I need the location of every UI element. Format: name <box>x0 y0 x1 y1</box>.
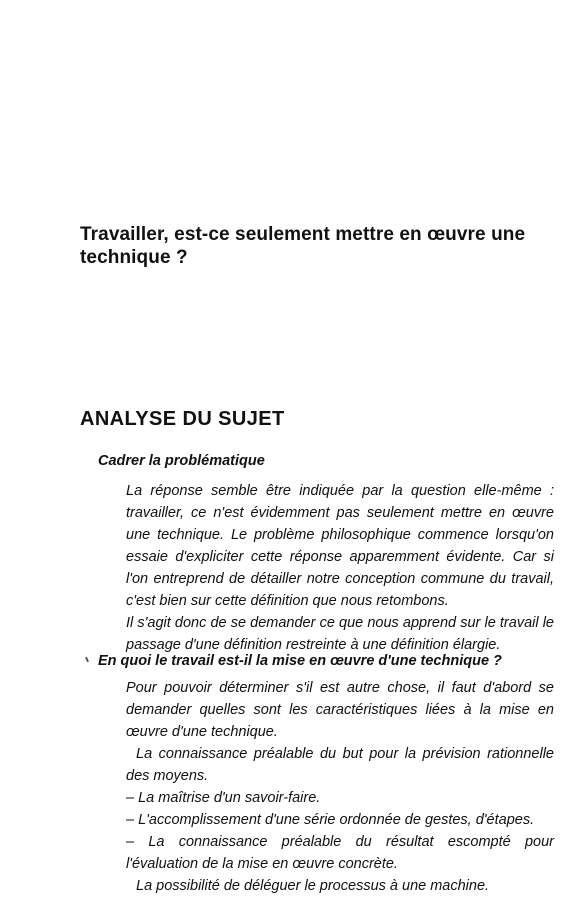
subsection-heading: Cadrer la problématique <box>98 453 265 469</box>
list-item: – La maîtrise d'un savoir-faire. <box>126 790 321 806</box>
ink-speck <box>85 657 89 662</box>
paragraph: Il s'agit donc de se demander ce que nous apprend sur le travail le passage d'une définition restreinte à une définition élargie. <box>126 615 554 653</box>
paragraph: Pour pouvoir déterminer s'il est autre chose, il faut d'abord se demander quelles sont les caractéristiques liées à la mise en œuvre d'une technique. <box>126 680 554 740</box>
subsection-heading: En quoi le travail est-il la mise en œuvre d'une technique ? <box>98 653 502 669</box>
section-title: ANALYSE DU SUJET <box>80 408 285 430</box>
subsection-body <box>126 677 554 897</box>
list-item: – La connaissance préalable du résultat escompté pour l'évaluation de la mise en œuvre concrète. <box>126 834 554 872</box>
list-item: – L'accomplissement d'une série ordonnée de gestes, d'étapes. <box>126 812 535 828</box>
list-item: La connaissance préalable du but pour la prévision rationnelle des moyens. <box>126 746 554 784</box>
paragraph: La réponse semble être indiquée par la question elle-même : travailler, ce n'est évidemment pas seulement mettre en œuvre une technique. Le problème philosophique commence lorsqu'on essaie d'expliciter cette réponse apparemment évidente. Car si l'on entreprend de détailler notre conception commune du travail, c'est bien sur cette définition que nous retombons. <box>126 483 554 609</box>
page-title: Travailler, est-ce seulement mettre en œuvre une technique ? <box>80 224 526 268</box>
list-item: La possibilité de déléguer le processus à une machine. <box>136 878 490 894</box>
subsection-body <box>126 480 554 656</box>
